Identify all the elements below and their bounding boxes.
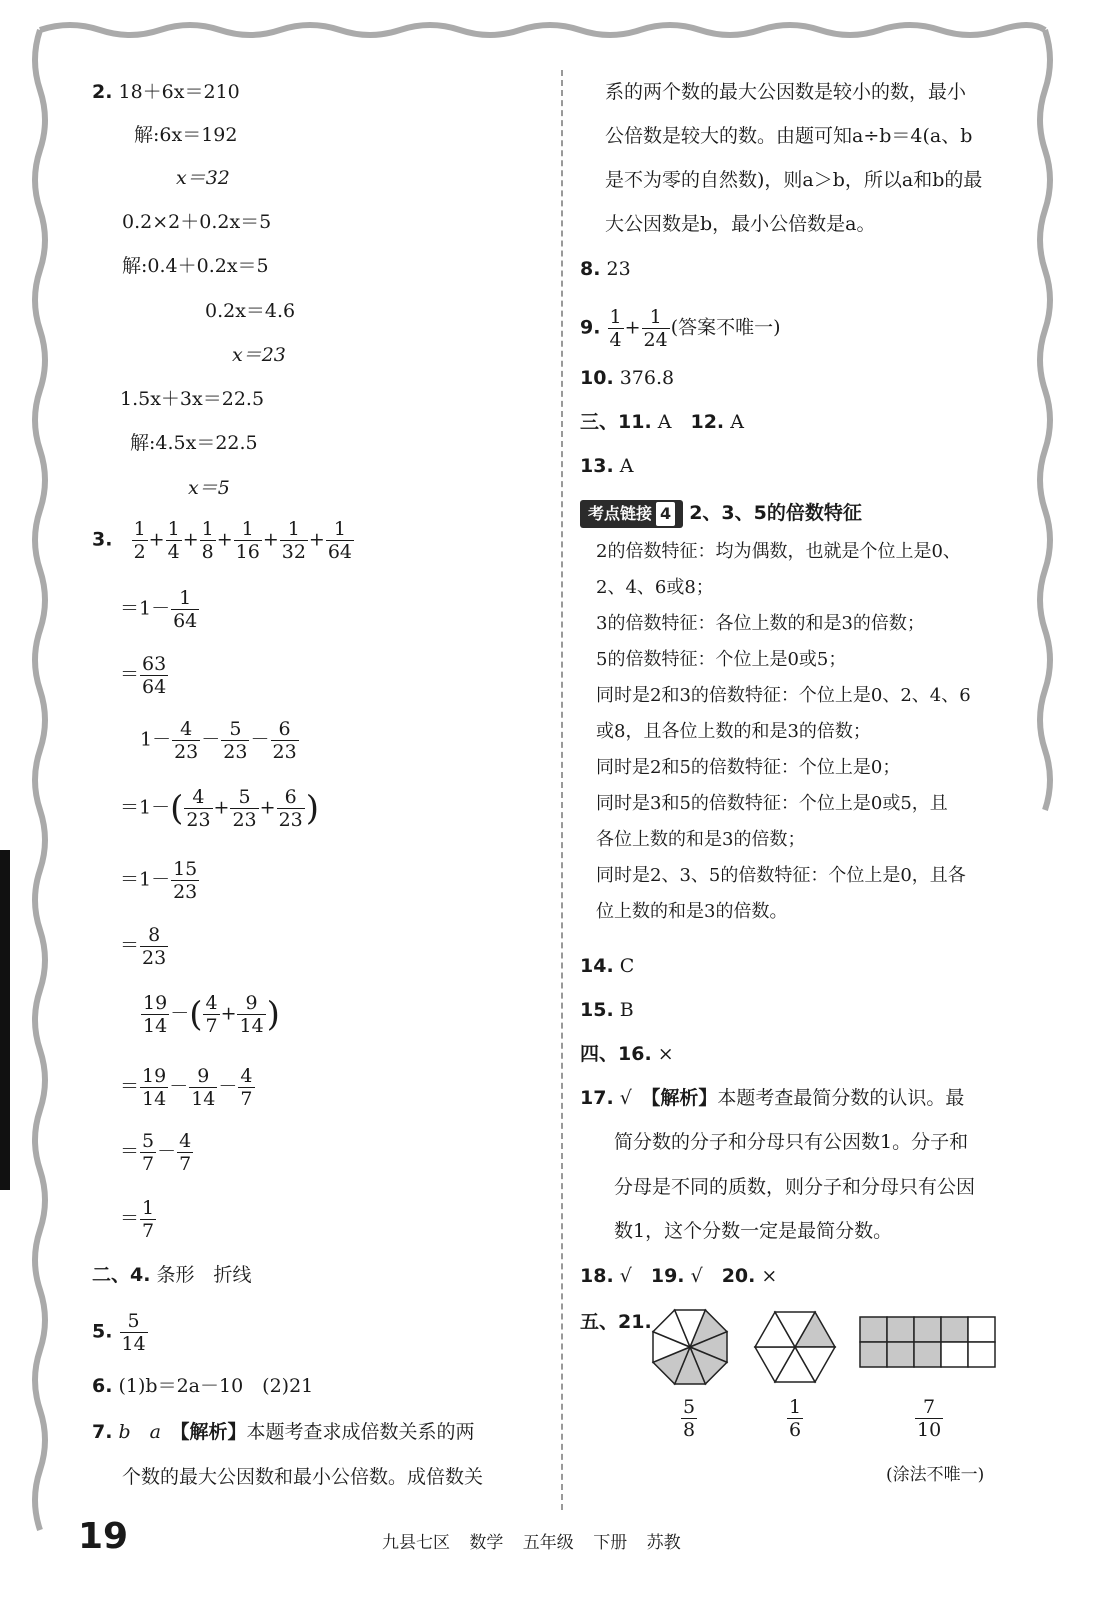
q17-explanation-2: 简分数的分子和分母只有公因数1。分子和 [614,1131,969,1153]
q21-fraction2: $\frac{1}{6}$ [789,1396,802,1441]
q2-eq2: 0.2×2＋0.2x＝5 [122,211,272,233]
page-number: 19 [78,1516,129,1557]
q17-answer: 17. √ 【解析】本题考查最简分数的认识。最 [580,1087,965,1109]
q2-line1: 2. 18＋6x＝210 [92,81,240,103]
q2-step7: x＝5 [188,477,230,499]
knowledge-link-line: 3的倍数特征：各位上数的和是3的倍数； [596,613,925,634]
q17-explanation-4: 数1，这个分数一定是最简分数。 [614,1220,893,1242]
knowledge-link-line: 位上数的和是3的倍数。 [596,901,788,922]
q14-answer: 14. C [580,955,635,977]
q6-answer: 6. (1)b＝2a－10 (2)21 [92,1375,314,1397]
knowledge-link-header: 考点链接 4 2、3、5的倍数特征 [580,500,862,528]
q3-expr3: $\frac{19}{14}$ －( $\frac{4}{7}$ + $\frac{9}{14}$ ) [143,992,280,1037]
q16-answer: 四、16. × [580,1043,674,1065]
q17-explanation-3: 分母是不同的质数，则分子和分母只有公因 [614,1176,976,1198]
q2-step4: 0.2x＝4.6 [205,300,296,322]
knowledge-link-line: 同时是2和5的倍数特征：个位上是0； [596,757,901,778]
q2-step6: 解:4.5x＝22.5 [130,432,258,454]
q3-expr1: 3. $\frac{1}{2}$ + $\frac{1}{4}$ + $\frac{1}{8}$ + $\frac{1}{16}$ + $\frac{1}{32}$ + $\frac{1}{64}$ [92,518,353,563]
q7-explanation-r3: 是不为零的自然数)，则a＞b，所以a和b的最 [605,169,983,191]
q21-fraction3: $\frac{7}{10}$ [917,1396,942,1441]
q2-step5: x＝23 [232,344,286,366]
q11-12-answer: 三、11. A 12. A [580,411,744,433]
q13-answer: 13. A [580,455,634,477]
knowledge-link-line: 同时是3和5的倍数特征：个位上是0或5，且 [596,793,948,814]
footer-text: 九县七区 数学 五年级 下册 苏教 [382,1533,681,1553]
q9-answer: 9. $\frac{1}{4}$ + $\frac{1}{24}$ (答案不唯一) [580,306,781,351]
q5-answer: 5. $\frac{5}{14}$ [92,1310,146,1355]
q21-label: 五、21. [580,1311,652,1333]
q3-step4: ＝1－ $\frac{15}{23}$ [120,858,198,903]
q3-step8: ＝ $\frac{1}{7}$ [120,1197,155,1242]
knowledge-link-line: 或8，且各位上数的和是3的倍数； [596,721,871,742]
knowledge-link-tag: 考点链接 4 [580,500,683,528]
q15-answer: 15. B [580,999,634,1021]
q4-answer: 二、4. 条形 折线 [92,1264,252,1286]
q3-step5: ＝ $\frac{8}{23}$ [120,924,167,969]
hexagon-shape [755,1312,835,1382]
q7-answer: 7. b a 【解析】本题考查求成倍数关系的两 [92,1421,475,1443]
knowledge-link-line: 2的倍数特征：均为偶数，也就是个位上是0、 [596,541,961,562]
q3-step3: ＝1－( $\frac{4}{23}$ + $\frac{5}{23}$ + $\frac{6}{23}$ ) [120,786,320,831]
q2-step3: 解:0.4＋0.2x＝5 [122,255,269,277]
q7-explanation-r1: 系的两个数的最大公因数是较小的数，最小 [605,81,967,103]
q3-step7: ＝ $\frac{5}{7}$ － $\frac{4}{7}$ [120,1130,192,1175]
knowledge-link-line: 同时是2和3的倍数特征：个位上是0、2、4、6 [596,685,971,706]
octagon-shape [653,1310,727,1384]
q2-step1: 解:6x＝192 [134,124,238,146]
q21-shapes [645,1305,1005,1395]
grid-rectangle-shape [860,1317,995,1367]
q18-20-answer: 18. √ 19. √ 20. × [580,1265,778,1287]
knowledge-link-line: 同时是2、3、5的倍数特征：个位上是0，且各 [596,865,966,886]
q21-note: (涂法不唯一) [886,1465,985,1485]
column-divider [561,70,563,1510]
knowledge-link-line: 各位上数的和是3的倍数； [596,829,806,850]
q3-step6: ＝ $\frac{19}{14}$ － $\frac{9}{14}$ － $\frac{4}{7}$ [120,1065,253,1110]
q3-expr2: 1－ $\frac{4}{23}$ － $\frac{5}{23}$ － $\frac{6}{23}$ [140,718,297,763]
q8-answer: 8. 23 [580,258,631,280]
knowledge-link-line: 5的倍数特征：个位上是0或5； [596,649,847,670]
q10-answer: 10. 376.8 [580,367,675,389]
q2-eq3: 1.5x＋3x＝22.5 [120,388,265,410]
q21-fraction1: $\frac{5}{8}$ [683,1396,696,1441]
q3-step1: ＝1－ $\frac{1}{64}$ [120,587,198,632]
q7-explanation-r2: 公倍数是较大的数。由题可知a÷b＝4(a、b [605,125,973,147]
knowledge-link-line: 2、4、6或8； [596,577,714,598]
q3-step2: ＝ $\frac{63}{64}$ [120,653,167,698]
scan-edge-bar [0,850,10,1190]
q7-explanation-r4: 大公因数是b，最小公倍数是a。 [605,213,876,235]
q7-explanation: 个数的最大公因数和最小公倍数。成倍数关 [122,1466,484,1488]
q2-step2: x＝32 [176,167,230,189]
